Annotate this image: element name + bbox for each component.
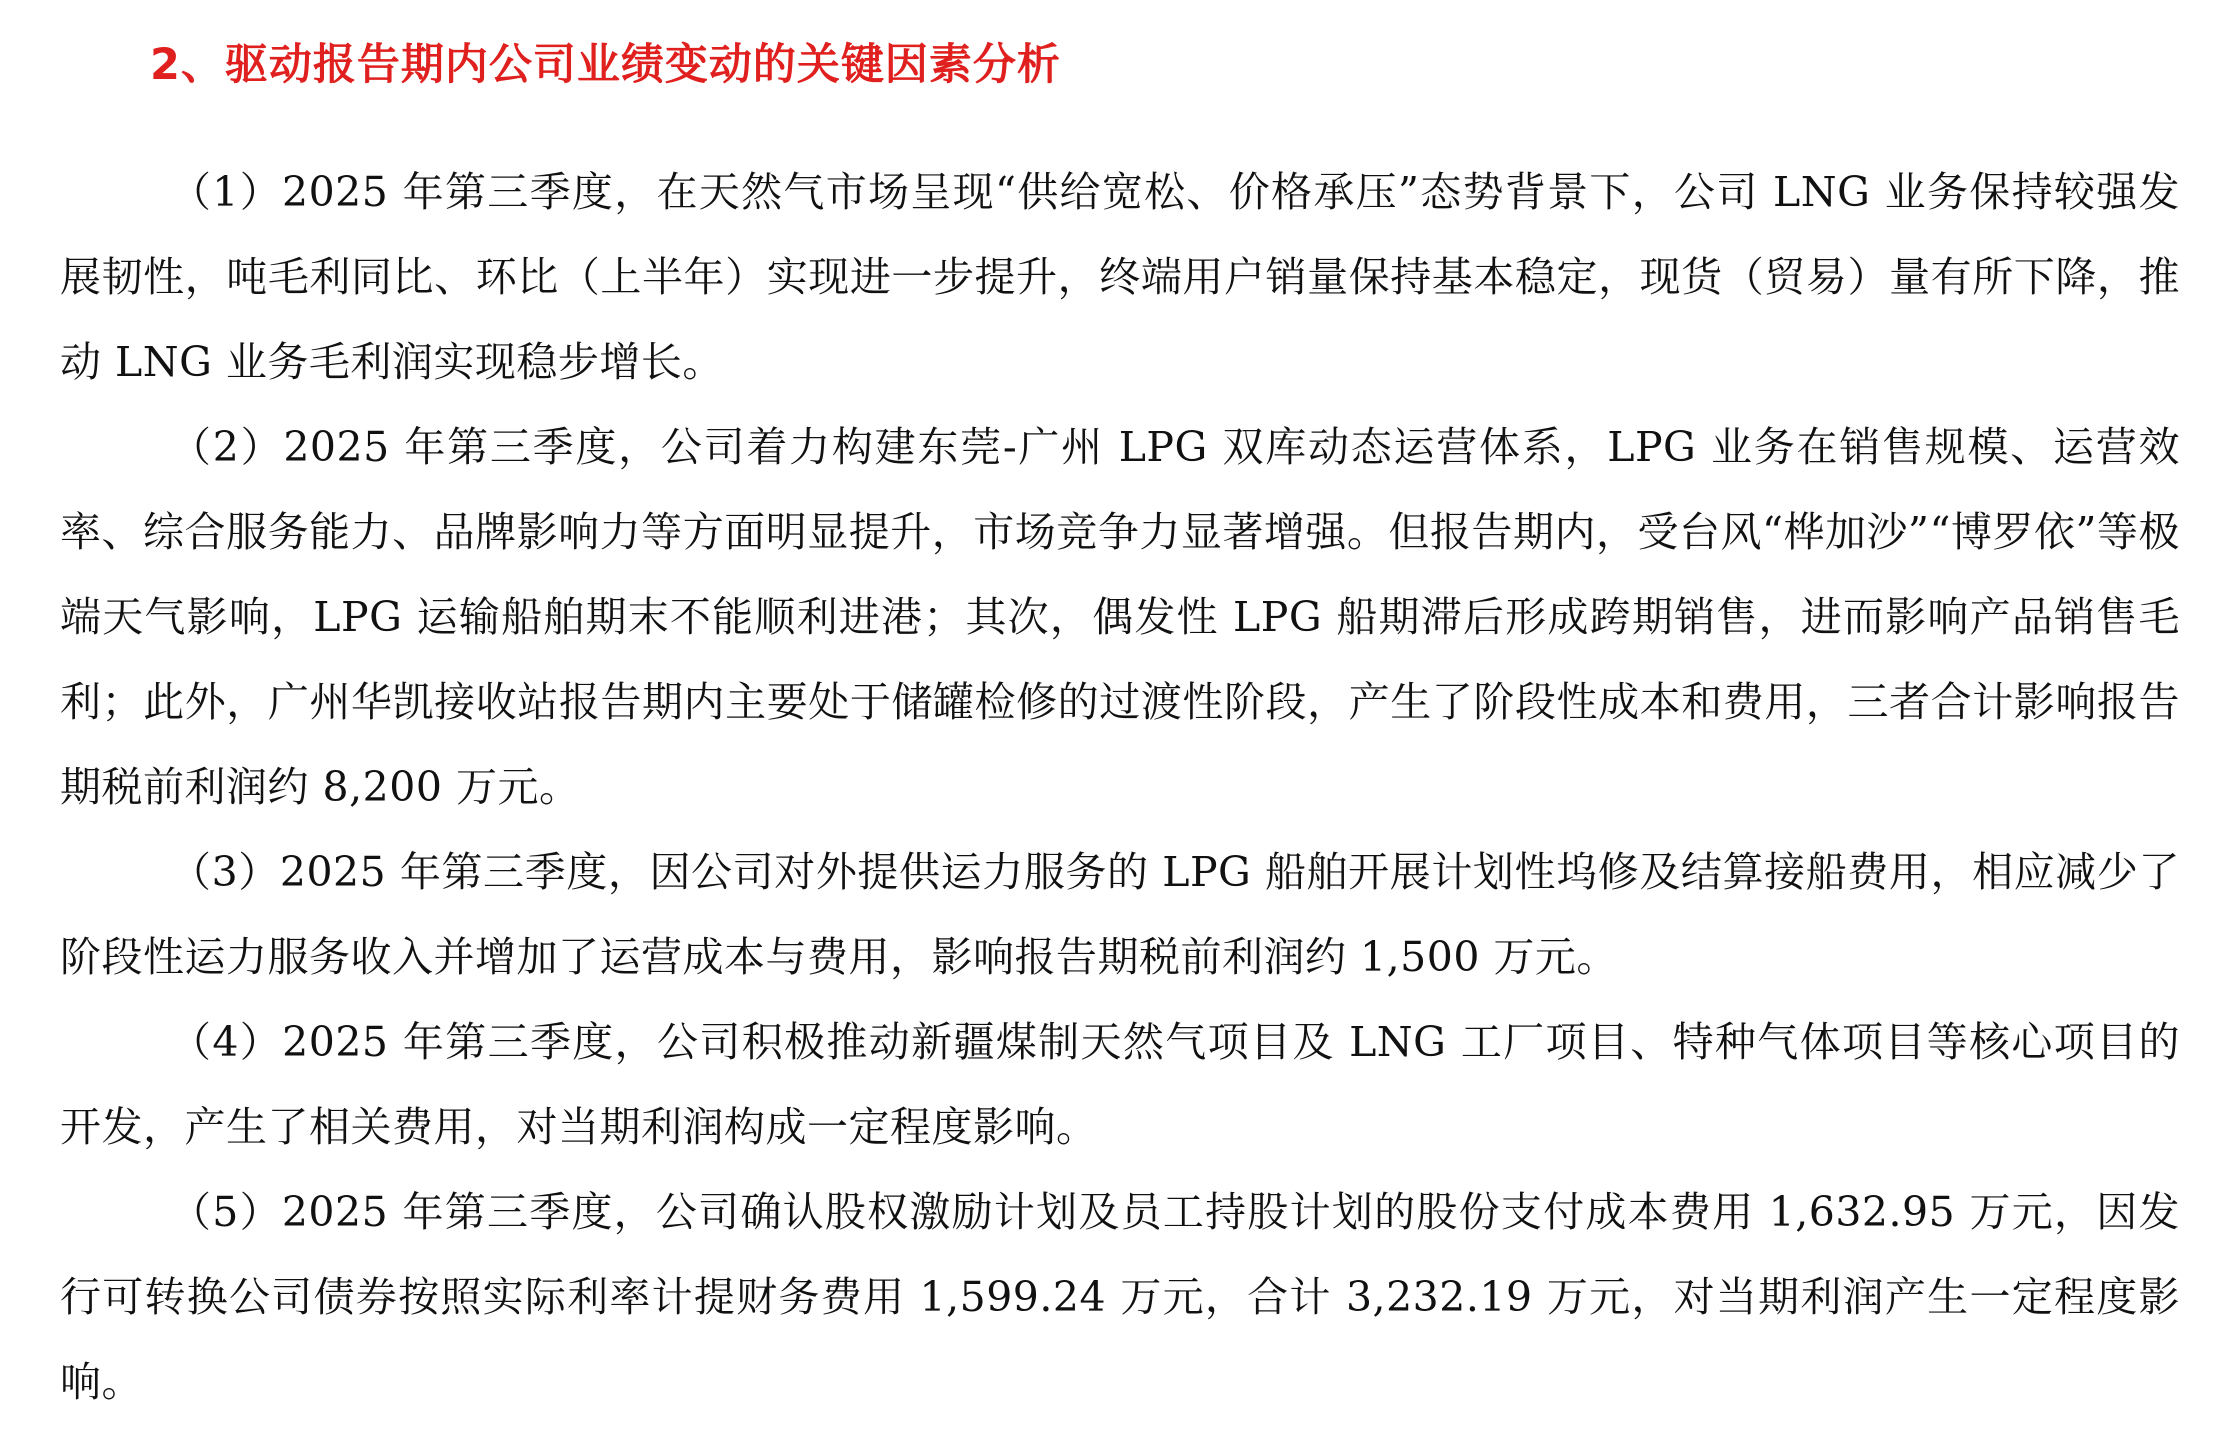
paragraph-4: （4）2025 年第三季度，公司积极推动新疆煤制天然气项目及 LNG 工厂项目、特种气体项目等核心项目的开发，产生了相关费用，对当期利润构成一定程度影响。 [60, 1018, 2180, 1151]
paragraph-2: （2）2025 年第三季度，公司着力构建东莞-广州 LPG 双库动态运营体系，LPG 业务在销售规模、运营效率、综合服务能力、品牌影响力等方面明显提升，市场竞争力显著增强。但报告期内，受台风“桦加沙”“博罗依”等极端天气影响，LPG 运输船舶期末不能顺利进港；其次，偶发性 LPG 船期滞后形成跨期销售，进而影响产品销售毛利；此外，广州华凯接收站报告期内主要处于储罐检修的过渡性阶段，产生了阶段性成本和费用，三者合计影响报告期税前利润约 8,200 万元。 [60, 423, 2180, 811]
section-body [60, 150, 2180, 1425]
paragraph-5: （5）2025 年第三季度，公司确认股权激励计划及员工持股计划的股份支付成本费用 1,632.95 万元，因发行可转换公司债券按照实际利率计提财务费用 1,599.24 万元，合计 3,232.19 万元，对当期利润产生一定程度影响。 [60, 1188, 2180, 1406]
section-heading: 2、驱动报告期内公司业绩变动的关键因素分析 [150, 40, 1061, 90]
paragraph-1: （1）2025 年第三季度，在天然气市场呈现“供给宽松、价格承压”态势背景下，公司 LNG 业务保持较强发展韧性，吨毛利同比、环比（上半年）实现进一步提升，终端用户销量保持基本稳定，现货（贸易）量有所下降，推动 LNG 业务毛利润实现稳步增长。 [60, 168, 2180, 386]
paragraph-3: （3）2025 年第三季度，因公司对外提供运力服务的 LPG 船舶开展计划性坞修及结算接船费用，相应减少了阶段性运力服务收入并增加了运营成本与费用，影响报告期税前利润约 1,500 万元。 [60, 848, 2180, 981]
